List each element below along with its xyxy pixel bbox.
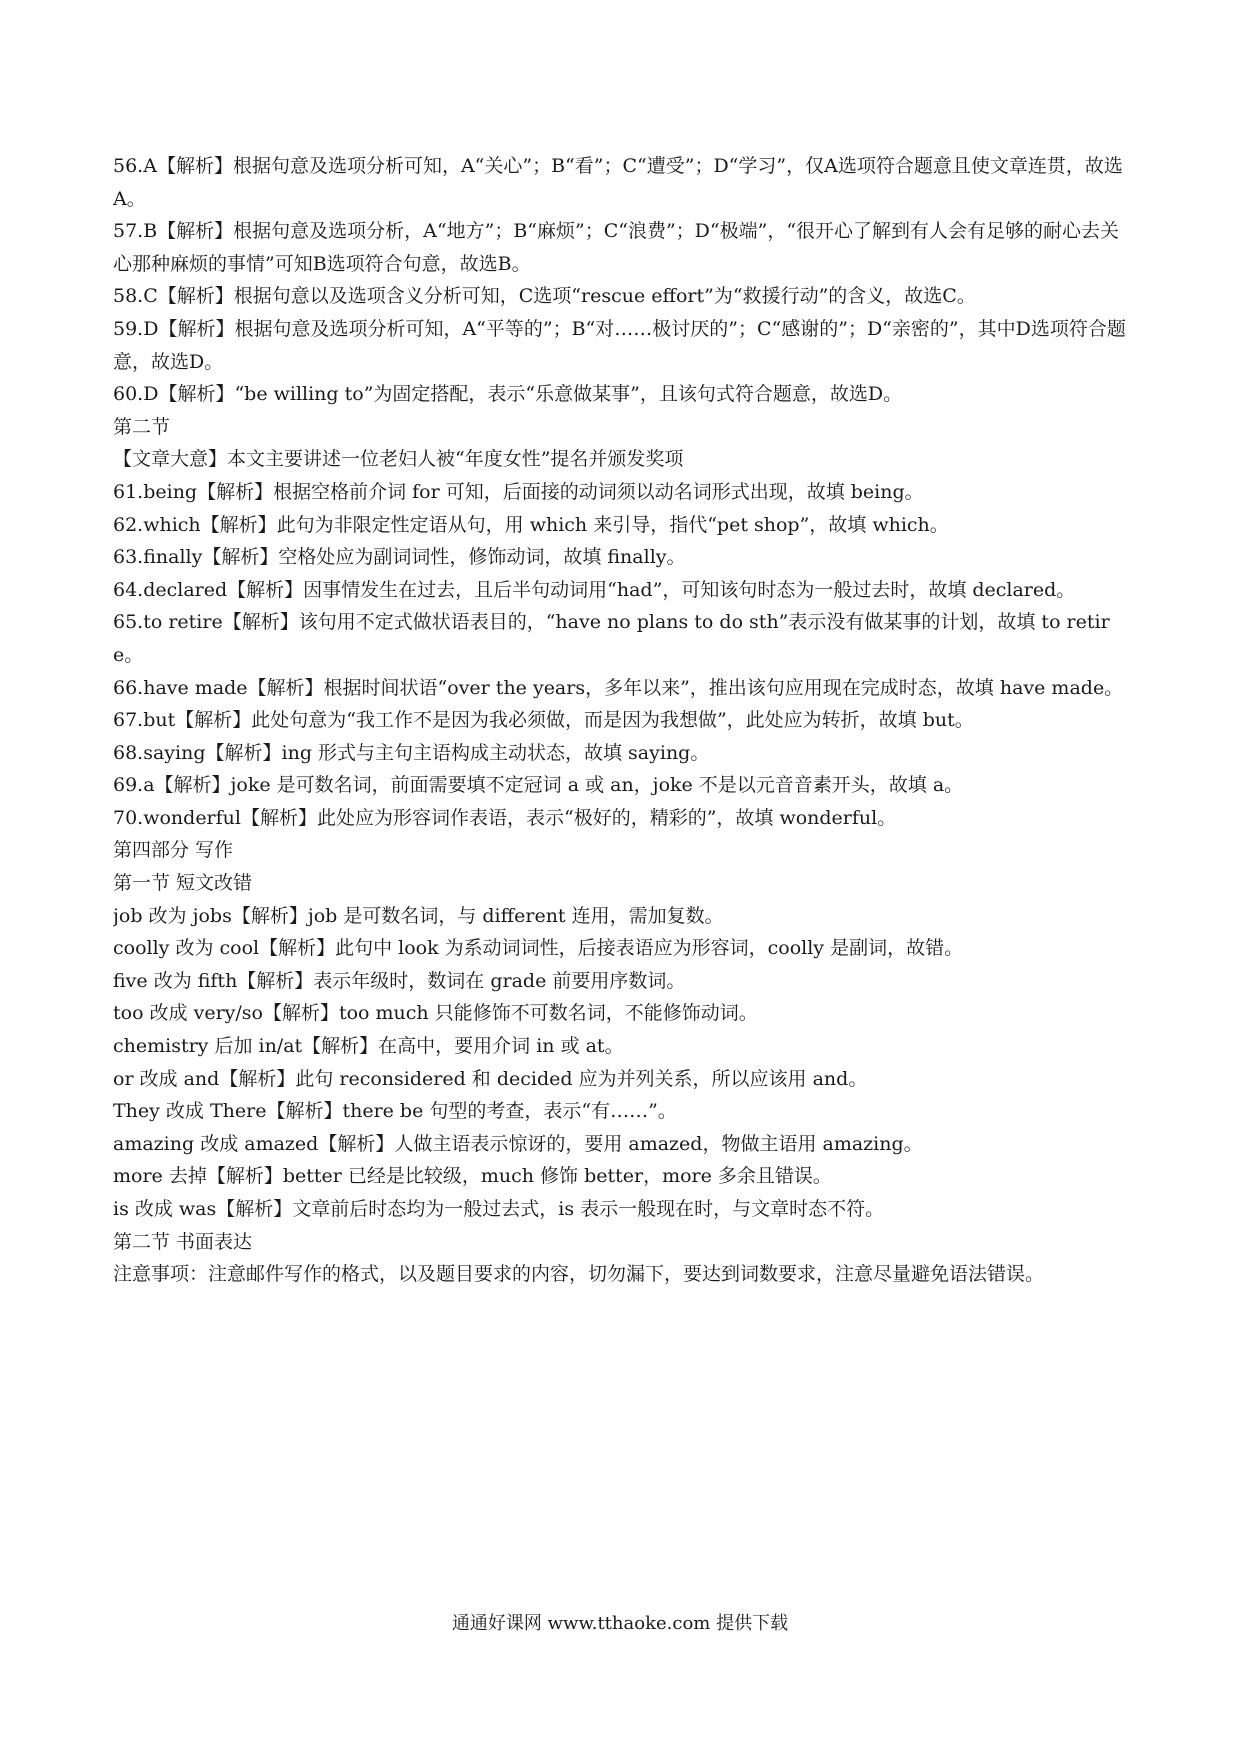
text-line: 60.D【解析】“be willing to”为固定搭配，表示“乐意做某事”，且该句式符合题意，故选D。	[113, 383, 903, 406]
text-line: 59.D【解析】根据句意及选项分析可知，A“平等的”；B“对……极讨厌的”；C“感谢的”；D“亲密的”，其中D选项符合题意，故选D。	[113, 317, 1126, 373]
text-line: or 改成 and【解析】此句 reconsidered 和 decided 应为并列关系，所以应该用 and。	[113, 1067, 868, 1090]
text-line: 第二节 书面表达	[113, 1230, 253, 1253]
text-line: 57.B【解析】根据句意及选项分析，A“地方”；B“麻烦”；C“浪费”；D“极端”，“很开心了解到有人会有足够的耐心去关心那种麻烦的事情”可知B选项符合句意，故选B。	[113, 220, 1120, 275]
text-line: job 改为 jobs【解析】job 是可数名词，与 different 连用，需加复数。	[113, 904, 724, 927]
text-line: They 改成 There【解析】there be 句型的考查，表示“有……”。	[113, 1100, 677, 1123]
text-line: 第四部分 写作	[113, 839, 234, 862]
text-line: 70.wonderful【解析】此处应为形容词作表语，表示“极好的，精彩的”，故填 wonderful。	[113, 806, 897, 829]
text-line: 58.C【解析】根据句意以及选项含义分析可知，C选项“rescue effort”为“救援行动”的含义，故选C。	[113, 285, 976, 308]
text-line: 62.which【解析】此句为非限定性定语从句，用 which 来引导，指代“pet shop”，故填 which。	[113, 513, 949, 536]
text-line: coolly 改为 cool【解析】此句中 look 为系动词词性，后接表语应为形容词，coolly 是副词，故错。	[113, 937, 964, 960]
text-line: 注意事项：注意邮件写作的格式，以及题目要求的内容，切勿漏下，要达到词数要求，注意尽量避免语法错误。	[113, 1263, 1045, 1286]
text-line: 68.saying【解析】ing 形式与主句主语构成主动状态，故填 saying。	[113, 741, 710, 764]
text-line: 65.to retire【解析】该句用不定式做状语表目的，“have no plans to do sth”表示没有做某事的计划，故填 to retire。	[113, 611, 1110, 666]
footer-source: 通通好课网 www.tthaoke.com 提供下载	[451, 1613, 789, 1634]
text-line: is 改成 was【解析】文章前后时态均为一般过去式，is 表示一般现在时，与文章时态不符。	[113, 1198, 885, 1220]
text-line: 66.have made【解析】根据时间状语“over the years，多年以来”，推出该句应用现在完成时态，故填 have made。	[113, 676, 1124, 699]
text-line: amazing 改成 amazed【解析】人做主语表示惊讶的，要用 amazed，物做主语用 amazing。	[113, 1132, 923, 1155]
text-line: 56.A【解析】根据句意及选项分析可知，A“关心”；B“看”；C“遭受”；D“学习”，仅A选项符合题意且使文章连贯，故选A。	[113, 155, 1123, 210]
text-line: 64.declared【解析】因事情发生在过去，且后半句动词用“had”，可知该句时态为一般过去时，故填 declared。	[113, 578, 1076, 601]
text-line: 61.being【解析】根据空格前介词 for 可知，后面接的动词须以动名词形式出现，故填 being。	[113, 480, 924, 503]
answer-explanations	[113, 150, 1135, 1291]
text-line: 第二节	[113, 415, 171, 438]
text-line: 67.but【解析】此处句意为“我工作不是因为我必须做，而是因为我想做”，此处应为转折，故填 but。	[113, 709, 974, 732]
text-line: 第一节 短文改错	[113, 872, 253, 895]
text-line: chemistry 后加 in/at【解析】在高中，要用介词 in 或 at。	[113, 1035, 624, 1058]
text-line: 63.finally【解析】空格处应为副词词性，修饰动词，故填 finally。	[113, 546, 686, 569]
text-line: 69.a【解析】joke 是可数名词，前面需要填不定冠词 a 或 an，joke 不是以元音音素开头，故填 a。	[113, 774, 964, 797]
text-line: 【文章大意】本文主要讲述一位老妇人被“年度女性”提名并颁发奖项	[113, 448, 684, 471]
text-line: five 改为 fifth【解析】表示年级时，数词在 grade 前要用序数词。	[113, 969, 686, 992]
text-line: more 去掉【解析】better 已经是比较级，much 修饰 better，more 多余且错误。	[113, 1165, 832, 1188]
text-line: too 改成 very/so【解析】too much 只能修饰不可数名词，不能修饰动词。	[113, 1002, 758, 1025]
